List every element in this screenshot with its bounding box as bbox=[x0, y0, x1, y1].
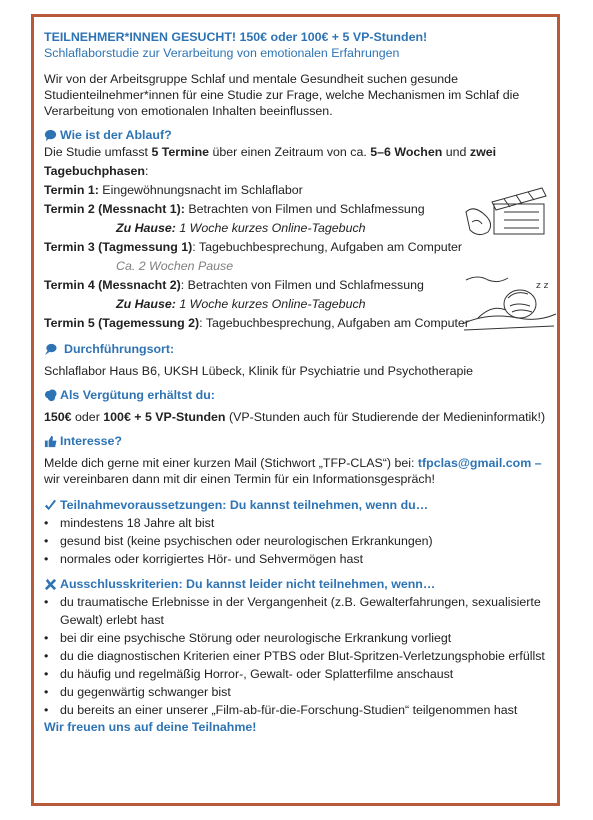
verguetung-text bbox=[44, 409, 549, 425]
verguetung-or: oder bbox=[71, 410, 104, 424]
home-text: 1 Woche kurzes Online-Tagebuch bbox=[175, 221, 366, 235]
termin-label: Termin 5 (Tagemessung 2) bbox=[44, 316, 200, 330]
list-item: • mindestens 18 Jahre alt bist bbox=[60, 514, 549, 532]
subheadline: Schlaflaborstudie zur Verarbeitung von emotionalen Erfahrungen bbox=[44, 46, 400, 60]
interesse-heading bbox=[44, 433, 549, 449]
list-item: • du die diagnostischen Kriterien einer PTBS oder Blut-Spritzen-Verletzungsphobie erfüllst bbox=[60, 647, 549, 665]
ort-text: Schlaflabor Haus B6, UKSH Lübeck, Klinik für Psychiatrie und Psychotherapie bbox=[44, 364, 474, 378]
summary-text: und bbox=[442, 145, 470, 159]
home-text: 1 Woche kurzes Online-Tagebuch bbox=[175, 297, 366, 311]
list-item: • bei dir eine psychische Störung oder neurologische Erkrankung vorliegt bbox=[60, 629, 549, 647]
summary-termine: 5 Termine bbox=[151, 145, 210, 159]
termin-text: Eingewöhnungsnacht im Schlaflabor bbox=[98, 183, 303, 197]
ort-title: Durchführungsort: bbox=[64, 342, 175, 356]
intro-text: Wir von der Arbeitsgruppe Schlaf und mentale Gesundheit suchen gesunde Studienteilnehmer*innen für eine Studie zur Frage, welche Mechanismen im Schlaf die Verarbeitung von emotionalen Inhalten beeinflussen. bbox=[44, 72, 520, 118]
interesse-pre: Melde dich gerne mit einer kurzen Mail (Stichwort „TFP-CLAS“) bei: bbox=[44, 456, 418, 470]
termin-text: : Tagebuchbesprechung, Aufgaben am Computer bbox=[192, 240, 463, 254]
ort-heading bbox=[44, 341, 549, 357]
summary-zwei: zwei bbox=[469, 145, 497, 159]
list-item: • du häufig und regelmäßig Horror-, Gewalt- oder Splatterfilme anschaust bbox=[60, 665, 549, 683]
cross-icon bbox=[44, 578, 57, 591]
voraussetzungen-title: Teilnahmevoraussetzungen: Du kannst teilnehmen, wenn du… bbox=[60, 498, 429, 512]
ablauf-summary bbox=[44, 143, 549, 181]
home-label: Zu Hause: bbox=[116, 297, 176, 311]
voraussetzungen-list bbox=[44, 514, 549, 568]
termin-label: Termin 4 (Messnacht 2) bbox=[44, 278, 181, 292]
summary-wochen: 5–6 Wochen bbox=[370, 145, 443, 159]
termin-label: Termin 1: bbox=[44, 183, 99, 197]
interesse-text bbox=[44, 455, 549, 487]
summary-phasen: Tagebuchphasen bbox=[44, 164, 145, 178]
termin-text: : Betrachten von Filmen und Schlafmessung bbox=[180, 278, 424, 292]
verguetung-heading bbox=[44, 387, 549, 403]
list-item: • gesund bist (keine psychischen oder neurologischen Erkrankungen) bbox=[60, 532, 549, 550]
termin-label: Termin 2 (Messnacht 1): bbox=[44, 202, 185, 216]
speech-bubble-icon bbox=[44, 129, 57, 142]
summary-text: Die Studie umfasst bbox=[44, 145, 152, 159]
interesse-post: wir vereinbaren dann mit dir einen Termin für ein Informationsgespräch! bbox=[44, 472, 435, 486]
termin-label: Termin 3 (Tagmessung 1) bbox=[44, 240, 193, 254]
amount-100-vp: 100€ + 5 VP-Stunden bbox=[103, 410, 226, 424]
home-label: Zu Hause: bbox=[116, 221, 176, 235]
pause-note: Ca. 2 Wochen Pause bbox=[116, 259, 234, 273]
list-item: • du bereits an einer unserer „Film-ab-für-die-Forschung-Studien“ teilgenommen hast bbox=[60, 701, 549, 719]
email-link[interactable]: tfpclas@gmail.com – bbox=[417, 456, 542, 470]
list-item: • normales oder korrigiertes Hör- und Sehvermögen hast bbox=[60, 550, 549, 568]
termin-text: Betrachten von Filmen und Schlafmessung bbox=[184, 202, 425, 216]
speech-bubble-icon bbox=[44, 343, 57, 356]
thumbs-up-icon bbox=[44, 435, 57, 448]
summary-text: : bbox=[144, 164, 149, 178]
amount-150: 150€ bbox=[44, 410, 72, 424]
thought-bubble-icon bbox=[44, 389, 57, 402]
checkmark-icon bbox=[44, 499, 57, 512]
verguetung-title: Als Vergütung erhältst du: bbox=[60, 388, 215, 402]
ausschluss-title: Ausschlusskriterien: Du kannst leider nicht teilnehmen, wenn… bbox=[60, 577, 436, 591]
termin-text: : Tagebuchbesprechung, Aufgaben am Computer bbox=[199, 316, 469, 330]
verguetung-note: (VP-Stunden auch für Studierende der Medieninformatik!) bbox=[225, 410, 546, 424]
ausschluss-heading bbox=[44, 576, 549, 592]
closing-text: Wir freuen uns auf deine Teilnahme! bbox=[44, 720, 257, 734]
ausschluss-list bbox=[44, 593, 549, 719]
flyer-frame bbox=[31, 14, 560, 806]
ablauf-heading bbox=[44, 127, 549, 143]
ablauf-title: Wie ist der Ablauf? bbox=[60, 128, 172, 142]
sleeping-person-icon bbox=[458, 274, 560, 336]
interesse-title: Interesse? bbox=[60, 434, 122, 448]
svg-text:z z: z z bbox=[536, 281, 549, 291]
summary-text: über einen Zeitraum von ca. bbox=[209, 145, 371, 159]
list-item: • du traumatische Erlebnisse in der Vergangenheit (z.B. Gewalterfahrungen, sexualisierte Gewalt) erlebt hast bbox=[60, 593, 549, 629]
headline: TEILNEHMER*INNEN GESUCHT! 150€ oder 100€ + 5 VP-Stunden! bbox=[44, 30, 428, 44]
clapperboard-icon bbox=[464, 182, 556, 242]
voraussetzungen-heading bbox=[44, 497, 549, 513]
list-item: • du gegenwärtig schwanger bist bbox=[60, 683, 549, 701]
flyer-content bbox=[44, 29, 549, 735]
